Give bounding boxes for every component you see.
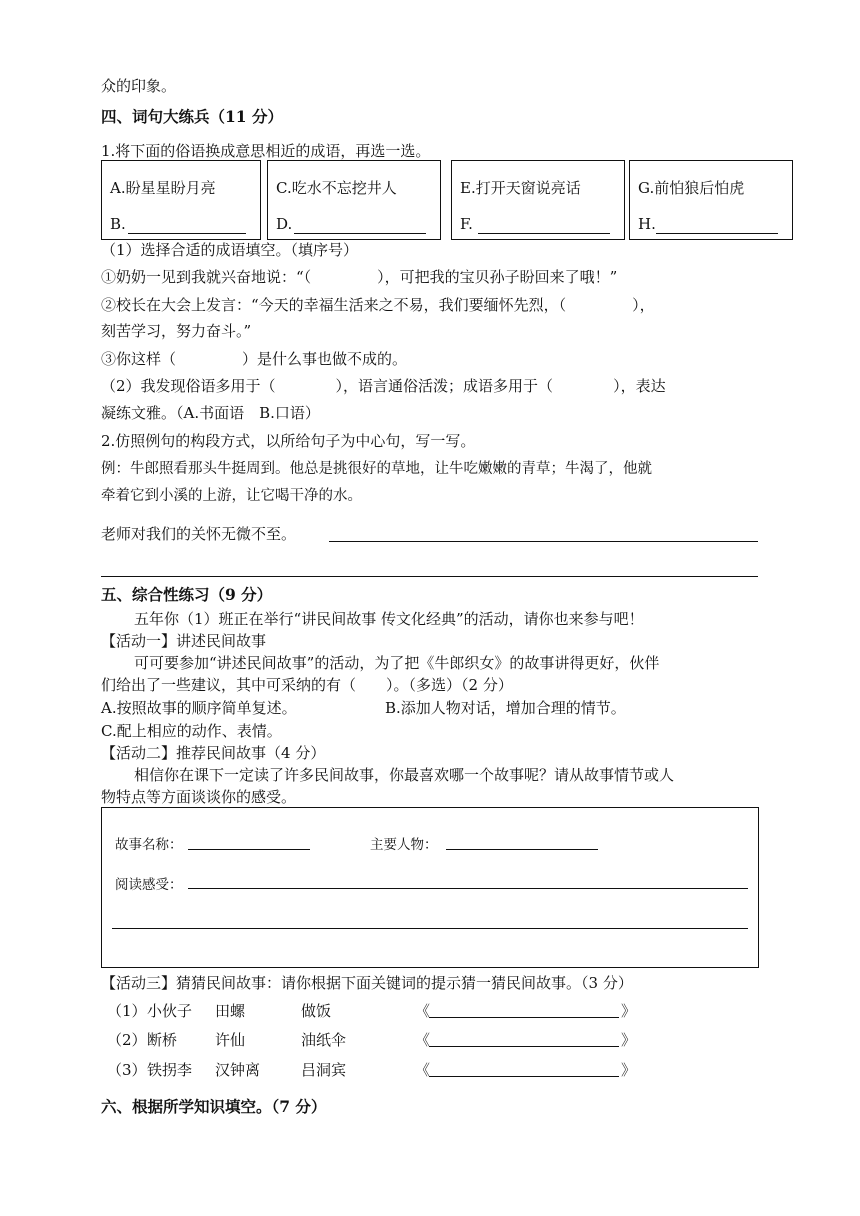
saying-e: E.打开天窗说亮话 bbox=[460, 179, 581, 197]
sentence3-part-a: ③你这样（ bbox=[101, 350, 177, 368]
sentence1 bbox=[101, 267, 617, 287]
feeling-field-line2[interactable] bbox=[112, 928, 748, 929]
idiom-box-e bbox=[451, 160, 625, 240]
sentence2-line2: 刻苦学习，努力奋斗。” bbox=[101, 322, 252, 340]
sub2-part-c: ），表达 bbox=[613, 377, 666, 395]
answer-label-h: H. bbox=[638, 215, 656, 233]
activity2-para-line2: 物特点等方面谈谈你的感受。 bbox=[101, 788, 297, 806]
writing-line-1[interactable] bbox=[329, 541, 758, 542]
writing-topic: 老师对我们的关怀无微不至。 bbox=[101, 525, 297, 543]
sentence3-part-b: ）是什么事也做不成的。 bbox=[242, 350, 408, 368]
activity2-title: 【活动二】推荐民间故事（4 分） bbox=[101, 744, 326, 762]
option-c: C.配上相应的动作、表情。 bbox=[101, 722, 282, 740]
book-open-mark: 《 bbox=[415, 1031, 431, 1049]
idiom-box-group bbox=[101, 160, 793, 240]
book-close-mark: 》 bbox=[621, 1002, 637, 1020]
sentence1-part-b: ），可把我的宝贝孙子盼回来了哦！” bbox=[377, 268, 618, 286]
writing-line-2[interactable] bbox=[101, 576, 758, 577]
idiom-box-c bbox=[267, 160, 441, 240]
guess-keyword: 田螺 bbox=[215, 1002, 246, 1020]
q1-title: 1.将下面的俗语换成意思相近的成语，再选一选。 bbox=[101, 142, 431, 160]
main-character-field[interactable] bbox=[446, 849, 598, 850]
answer-blank-h[interactable] bbox=[656, 233, 778, 234]
example-line1: 例：牛郎照看那头牛挺周到。他总是挑很好的草地，让牛吃嫩嫩的青草；牛渴了，他就 bbox=[101, 461, 652, 477]
guess-keyword: 许仙 bbox=[215, 1031, 246, 1049]
sub2-part-b: ），语言通俗活泼；成语多用于（ bbox=[335, 377, 554, 395]
sentence2-part-a: ②校长在大会上发言：“今天的幸福生活来之不易，我们要缅怀先烈，（ bbox=[101, 296, 567, 314]
example-line2: 牵着它到小溪的上游，让它喝干净的水。 bbox=[101, 488, 362, 504]
intro-tail-text: 众的印象。 bbox=[101, 77, 177, 95]
book-open-mark: 《 bbox=[415, 1002, 431, 1020]
main-character-label: 主要人物： bbox=[370, 837, 438, 853]
sentence2-line1 bbox=[101, 295, 655, 315]
sub2-line2: 凝练文雅。（A.书面语 B.口语） bbox=[101, 404, 320, 422]
activity1-para-line2: 们给出了一些建议，其中可采纳的有（ ）。（多选）（2 分） bbox=[101, 676, 513, 694]
sentence3 bbox=[101, 349, 407, 369]
activity1-title: 【活动一】讲述民间故事 bbox=[101, 632, 267, 650]
book-close-mark: 》 bbox=[621, 1061, 637, 1079]
q2-title: 2.仿照例句的构段方式，以所给句子为中心句，写一写。 bbox=[101, 432, 476, 450]
sub2-part-a: （2）我发现俗语多用于（ bbox=[101, 377, 276, 395]
guess-keyword: 小伙子 bbox=[147, 1002, 193, 1020]
guess-answer-blank[interactable] bbox=[429, 1046, 619, 1047]
section4-heading: 四、词句大练兵（11 分） bbox=[101, 107, 283, 126]
guess-num: （3） bbox=[107, 1061, 147, 1079]
guess-keyword: 油纸伞 bbox=[301, 1031, 347, 1049]
guess-keyword: 铁拐李 bbox=[147, 1061, 193, 1079]
answer-label-f: F. bbox=[460, 215, 473, 233]
sub2-line1 bbox=[101, 376, 666, 396]
guess-keyword: 吕洞宾 bbox=[301, 1061, 347, 1079]
sub1-instruction: （1）选择合适的成语填空。（填序号） bbox=[101, 241, 359, 259]
answer-blank-f[interactable] bbox=[478, 233, 610, 234]
answer-label-b: B. bbox=[110, 215, 126, 233]
section5-heading: 五、综合性练习（9 分） bbox=[101, 585, 273, 604]
story-name-label: 故事名称： bbox=[115, 837, 183, 853]
answer-blank-b[interactable] bbox=[128, 233, 246, 234]
guess-keyword: 做饭 bbox=[301, 1002, 332, 1020]
sentence1-part-a: ①奶奶一见到我就兴奋地说：“（ bbox=[101, 268, 312, 286]
guess-num: （2） bbox=[107, 1031, 147, 1049]
answer-blank-d[interactable] bbox=[294, 233, 426, 234]
guess-keyword: 汉钟离 bbox=[215, 1061, 261, 1079]
recommendation-form bbox=[101, 807, 759, 968]
sentence2-part-b: ）， bbox=[632, 296, 655, 314]
answer-label-d: D. bbox=[276, 215, 293, 233]
saying-g: G.前怕狼后怕虎 bbox=[638, 179, 745, 197]
feeling-field-line1[interactable] bbox=[188, 888, 748, 889]
saying-a: A.盼星星盼月亮 bbox=[110, 179, 216, 197]
idiom-box-g bbox=[629, 160, 793, 240]
guess-answer-blank[interactable] bbox=[429, 1076, 619, 1077]
idiom-box-a bbox=[101, 160, 261, 240]
guess-keyword: 断桥 bbox=[147, 1031, 178, 1049]
option-a: A.按照故事的顺序简单复述。 bbox=[101, 699, 297, 717]
section5-intro: 五年你（1）班正在举行“讲民间故事 传文化经典”的活动，请你也来参与吧！ bbox=[134, 610, 644, 628]
guess-num: （1） bbox=[107, 1002, 147, 1020]
book-close-mark: 》 bbox=[621, 1031, 637, 1049]
option-b: B.添加人物对话，增加合理的情节。 bbox=[385, 699, 626, 717]
saying-c: C.吃水不忘挖井人 bbox=[276, 179, 397, 197]
feeling-label: 阅读感受： bbox=[115, 877, 183, 893]
story-name-field[interactable] bbox=[188, 849, 310, 850]
section6-heading: 六、根据所学知识填空。（7 分） bbox=[101, 1097, 327, 1116]
book-open-mark: 《 bbox=[415, 1061, 431, 1079]
activity3-title: 【活动三】猜猜民间故事：请你根据下面关键词的提示猜一猜民间故事。（3 分） bbox=[101, 974, 633, 992]
activity2-para-line1: 相信你在课下一定读了许多民间故事，你最喜欢哪一个故事呢？请从故事情节或人 bbox=[134, 766, 675, 784]
guess-answer-blank[interactable] bbox=[429, 1017, 619, 1018]
activity1-para-line1: 可可要参加“讲述民间故事”的活动，为了把《牛郎织女》的故事讲得更好，伙伴 bbox=[134, 654, 660, 672]
